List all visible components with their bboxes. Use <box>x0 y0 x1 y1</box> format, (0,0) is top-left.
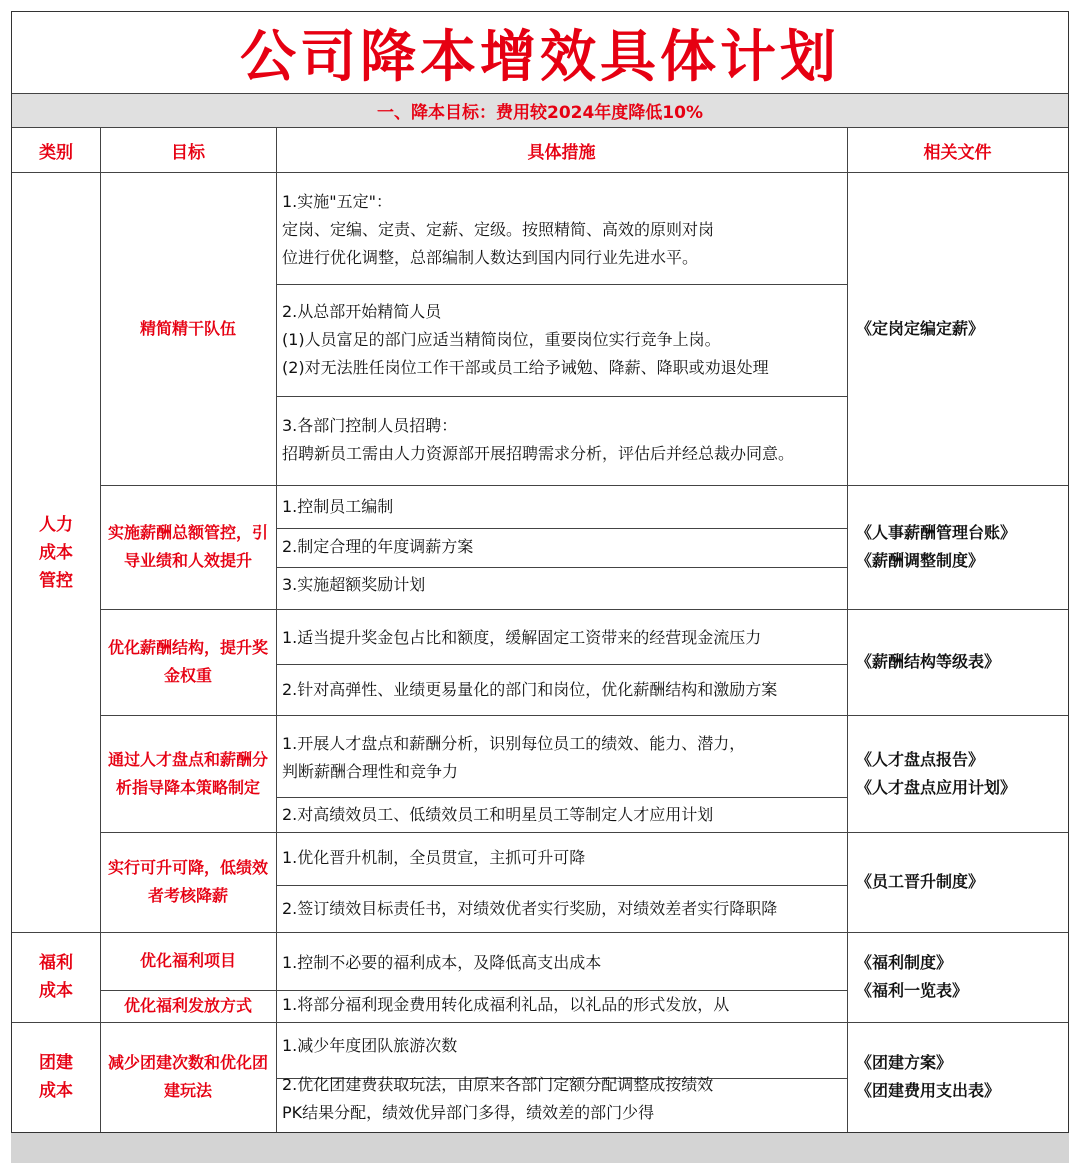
category-team: 团建 成本 <box>39 1053 73 1101</box>
measure-five-fixed: 1.实施"五定"： 定岗、定编、定责、定薪、定级。按照精简、高效的原则对岗 位进行优化调整，总部编制人数达到国内同行业先进水平。 <box>282 192 715 267</box>
goal-talent-review: 通过人才盘点和薪酬分析指导降本策略制定 <box>107 749 268 797</box>
measure-headcount: 1.控制员工编制 <box>282 497 394 516</box>
file-team-building: 《团建方案》 《团建费用支出表》 <box>856 1053 1001 1100</box>
goal-welfare-distribution: 优化福利发放方式 <box>123 996 252 1015</box>
measure-raise-plan: 2.制定合理的年度调薪方案 <box>282 537 474 556</box>
measure-promotion: 1.优化晋升机制，全员贯宣，主抓可升可降 <box>282 848 586 867</box>
goal-salary-control: 实施薪酬总额管控，引导业绩和人效提升 <box>107 523 268 570</box>
goal-performance-demotion: 实行可升可降，低绩效者考核降薪 <box>107 858 268 905</box>
measure-hiring-control: 3.各部门控制人员招聘： 招聘新员工需由人力资源部开展招聘需求分析，评估后并经总裁办同意。 <box>282 416 795 463</box>
section-subtitle: 一、降本目标：费用较2024年度降低10% <box>12 94 1068 128</box>
bottom-bar <box>11 1133 1069 1163</box>
row-divider <box>276 396 847 397</box>
measure-travel: 1.减少年度团队旅游次数 <box>282 1036 458 1055</box>
row-divider <box>276 284 847 285</box>
category-welfare: 福利 成本 <box>39 953 73 1001</box>
measure-responsibility: 2.签订绩效目标责任书，对绩效优者实行奖励，对绩效差者实行降职降 <box>282 899 778 918</box>
header-goal: 目标 <box>100 128 276 173</box>
goal-welfare-items: 优化福利项目 <box>139 951 236 970</box>
file-welfare: 《福利制度》 《福利一览表》 <box>856 953 969 1000</box>
measure-team-fee: 2.优化团建费获取玩法，由原来各部门定额分配调整成按绩效 PK结果分配，绩效优异部门多得，绩效差的部门少得 <box>282 1075 714 1122</box>
row-divider <box>276 664 847 665</box>
measure-incentive-plan: 2.针对高弹性、业绩更易量化的部门和岗位，优化薪酬结构和激励方案 <box>282 680 778 699</box>
header-files: 相关文件 <box>847 128 1068 173</box>
page-title: 公司降本增效具体计划 <box>12 12 1068 94</box>
row-divider <box>276 567 847 568</box>
goal-salary-structure: 优化薪酬结构，提升奖金权重 <box>107 638 268 685</box>
goal-streamline-team: 精简精干队伍 <box>139 319 236 338</box>
file-salary-grade: 《薪酬结构等级表》 <box>856 652 1001 671</box>
measure-talent-analysis: 1.开展人才盘点和薪酬分析，识别每位员工的绩效、能力、潜力， 判断薪酬合理性和竞争力 <box>282 734 746 781</box>
goal-team-building: 减少团建次数和优化团建玩法 <box>107 1053 268 1100</box>
row-divider <box>276 885 847 886</box>
file-talent-report: 《人才盘点报告》 《人才盘点应用计划》 <box>856 749 1017 797</box>
header-category: 类别 <box>12 128 100 173</box>
measure-welfare-cost: 1.控制不必要的福利成本，及降低高支出成本 <box>282 953 602 972</box>
measure-hq-streamline: 2.从总部开始精简人员 (1)人员富足的部门应适当精简岗位，重要岗位实行竞争上岗。 (2)对无法胜任岗位工作干部或员工给予诫勉、降薪、降职或劝退处理 <box>282 302 769 377</box>
category-hr: 人力 成本 管控 <box>39 514 73 591</box>
measure-talent-plan: 2.对高绩效员工、低绩效员工和明星员工等制定人才应用计划 <box>282 805 714 824</box>
row-divider <box>276 797 847 798</box>
header-measures: 具体措施 <box>276 128 847 173</box>
row-divider <box>276 528 847 529</box>
measure-welfare-gift: 1.将部分福利现金费用转化成福利礼品，以礼品的形式发放，从 <box>282 995 730 1014</box>
file-promotion: 《员工晋升制度》 <box>856 872 985 891</box>
file-salary-ledger: 《人事薪酬管理台账》 《薪酬调整制度》 <box>856 523 1017 570</box>
plan-table <box>11 11 1069 1133</box>
measure-bonus-ratio: 1.适当提升奖金包占比和额度，缓解固定工资带来的经营现金流压力 <box>282 628 762 647</box>
file-fixed-post: 《定岗定编定薪》 <box>856 319 985 338</box>
measure-excess-bonus: 3.实施超额奖励计划 <box>282 575 426 594</box>
